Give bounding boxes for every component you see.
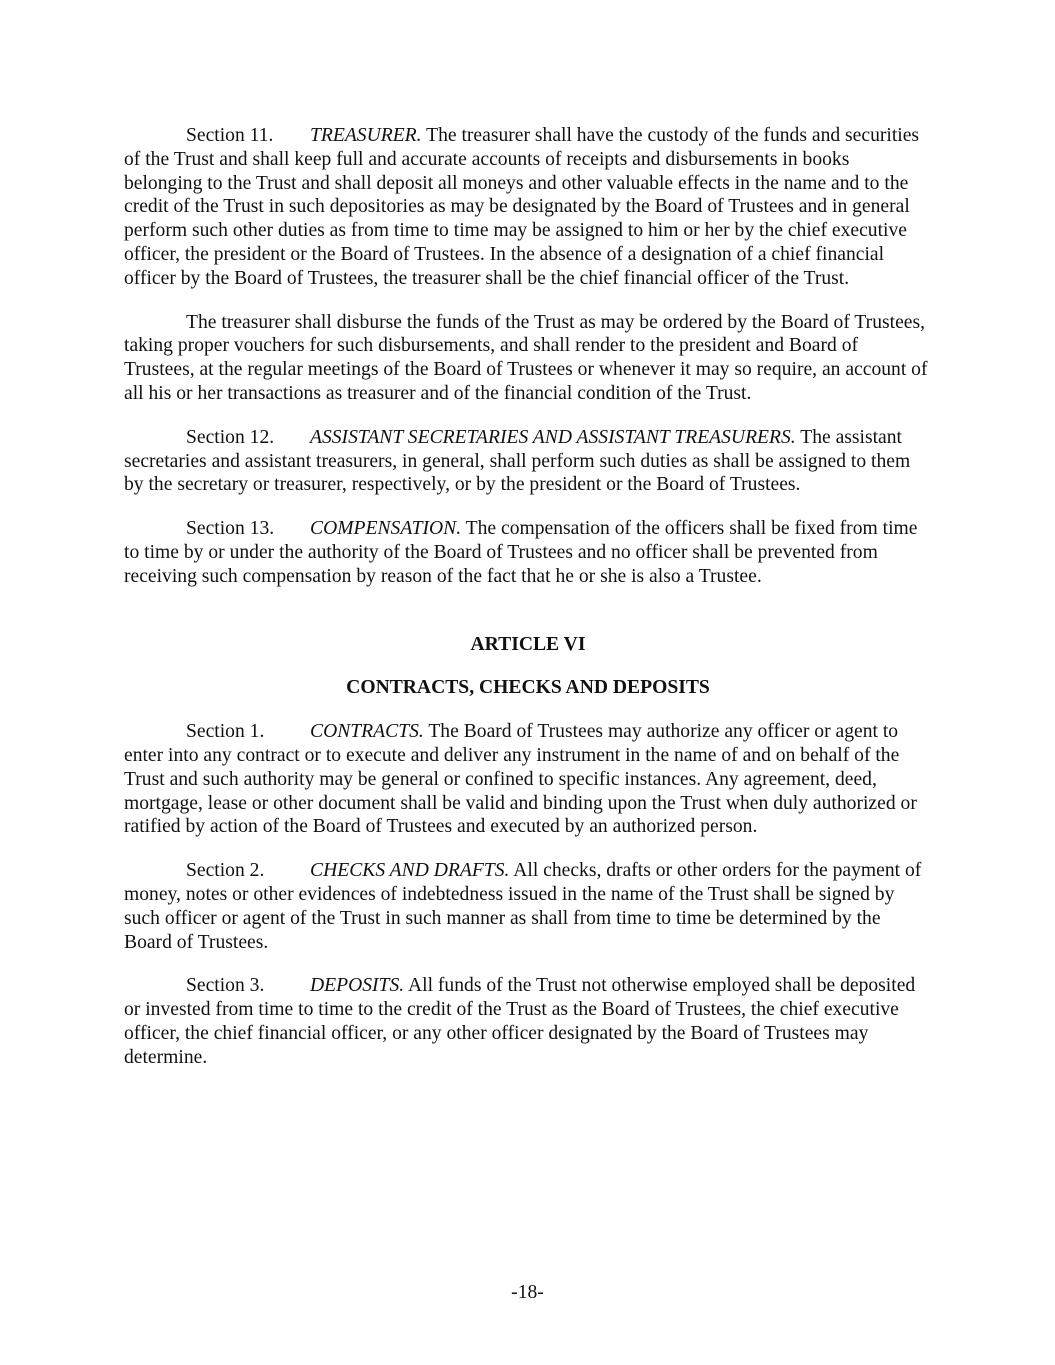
section-12-paragraph (124, 426, 932, 497)
section-title: CONTRACTS. (310, 721, 424, 743)
page-number: -18- (511, 1282, 544, 1303)
section-body: The Board of Trustees may authorize any officer or agent to enter into any contract or to execute and deliver any instrument in the name of and on behalf of the Trust and such authority may be general or confined to specific instances. Any agreement, deed, mortgage, lease or other document shall be valid and binding upon the Trust when duly authorized or ratified by action of the Board of Trustees and executed by an authorized person. (124, 721, 917, 838)
section-label: Section 11. (186, 125, 274, 146)
section-body: All funds of the Trust not otherwise employed shall be deposited or invested from time to time to the credit of the Trust as the Board of Trustees, the chief executive officer, the chief financial officer, or any other officer designated by the Board of Trustees may determine. (124, 975, 916, 1068)
section-title: CHECKS AND DRAFTS. (310, 860, 510, 882)
treasurer-continuation-paragraph (124, 311, 932, 406)
article-6-section-3-paragraph (124, 974, 932, 1069)
section-body: The treasurer shall have the custody of the funds and securities of the Trust and shall keep full and accurate accounts of receipts and disbursements in books belonging to the Trust and shall deposit all moneys and other valuable effects in the name and to the credit of the Trust in such depositories as may be designated by the Board of Trustees and in general perform such other duties as from time to time may be assigned to him or her by the chief executive officer, the president or the Board of Trustees. In the absence of a designation of a chief financial officer by the Board of Trustees, the treasurer shall be the chief financial officer of the Trust. (124, 125, 920, 289)
section-body: The assistant secretaries and assistant treasurers, in general, shall perform such duties as shall be assigned to them by the secretary or treasurer, respectively, or by the president or the Board of Trustees. (124, 426, 911, 496)
section-title: TREASURER. (310, 125, 422, 146)
section-body: The treasurer shall disburse the funds of the Trust as may be ordered by the Board of Trustees, taking proper vouchers for such disbursements, and shall render to the president and Board of Trustees, at the regular meetings of the Board of Trustees or whenever it may so require, an account of all his or her transactions as treasurer and of the financial condition of the Trust. (124, 311, 928, 404)
section-label: Section 3. (186, 975, 265, 997)
section-body: The compensation of the officers shall be fixed from time to time by or under the authority of the Board of Trustees and no officer shall be prevented from receiving such compensation by reason of the fact that he or she is also a Trustee. (124, 518, 918, 587)
section-body: All checks, drafts or other orders for the payment of money, notes or other evidences of indebtedness issued in the name of the Trust shall be signed by such officer or agent of the Trust in such manner as shall from time to time be determined by the Board of Trustees. (124, 860, 922, 953)
section-13-paragraph (124, 517, 932, 588)
section-label: Section 13. (186, 518, 275, 540)
section-title: COMPENSATION. (310, 518, 462, 540)
article-6-section-2-paragraph (124, 859, 932, 954)
section-title: ASSISTANT SECRETARIES AND ASSISTANT TREASURERS. (310, 426, 796, 448)
document-page (124, 124, 932, 1090)
article-6-section-1-paragraph (124, 720, 932, 839)
section-label: Section 2. (186, 860, 265, 882)
section-title: DEPOSITS. (310, 975, 405, 997)
article-number-heading: ARTICLE VI (470, 633, 586, 655)
section-11-paragraph (124, 124, 932, 291)
section-label: Section 1. (186, 721, 265, 743)
article-title-heading: CONTRACTS, CHECKS AND DEPOSITS (346, 677, 710, 699)
section-label: Section 12. (186, 426, 275, 448)
